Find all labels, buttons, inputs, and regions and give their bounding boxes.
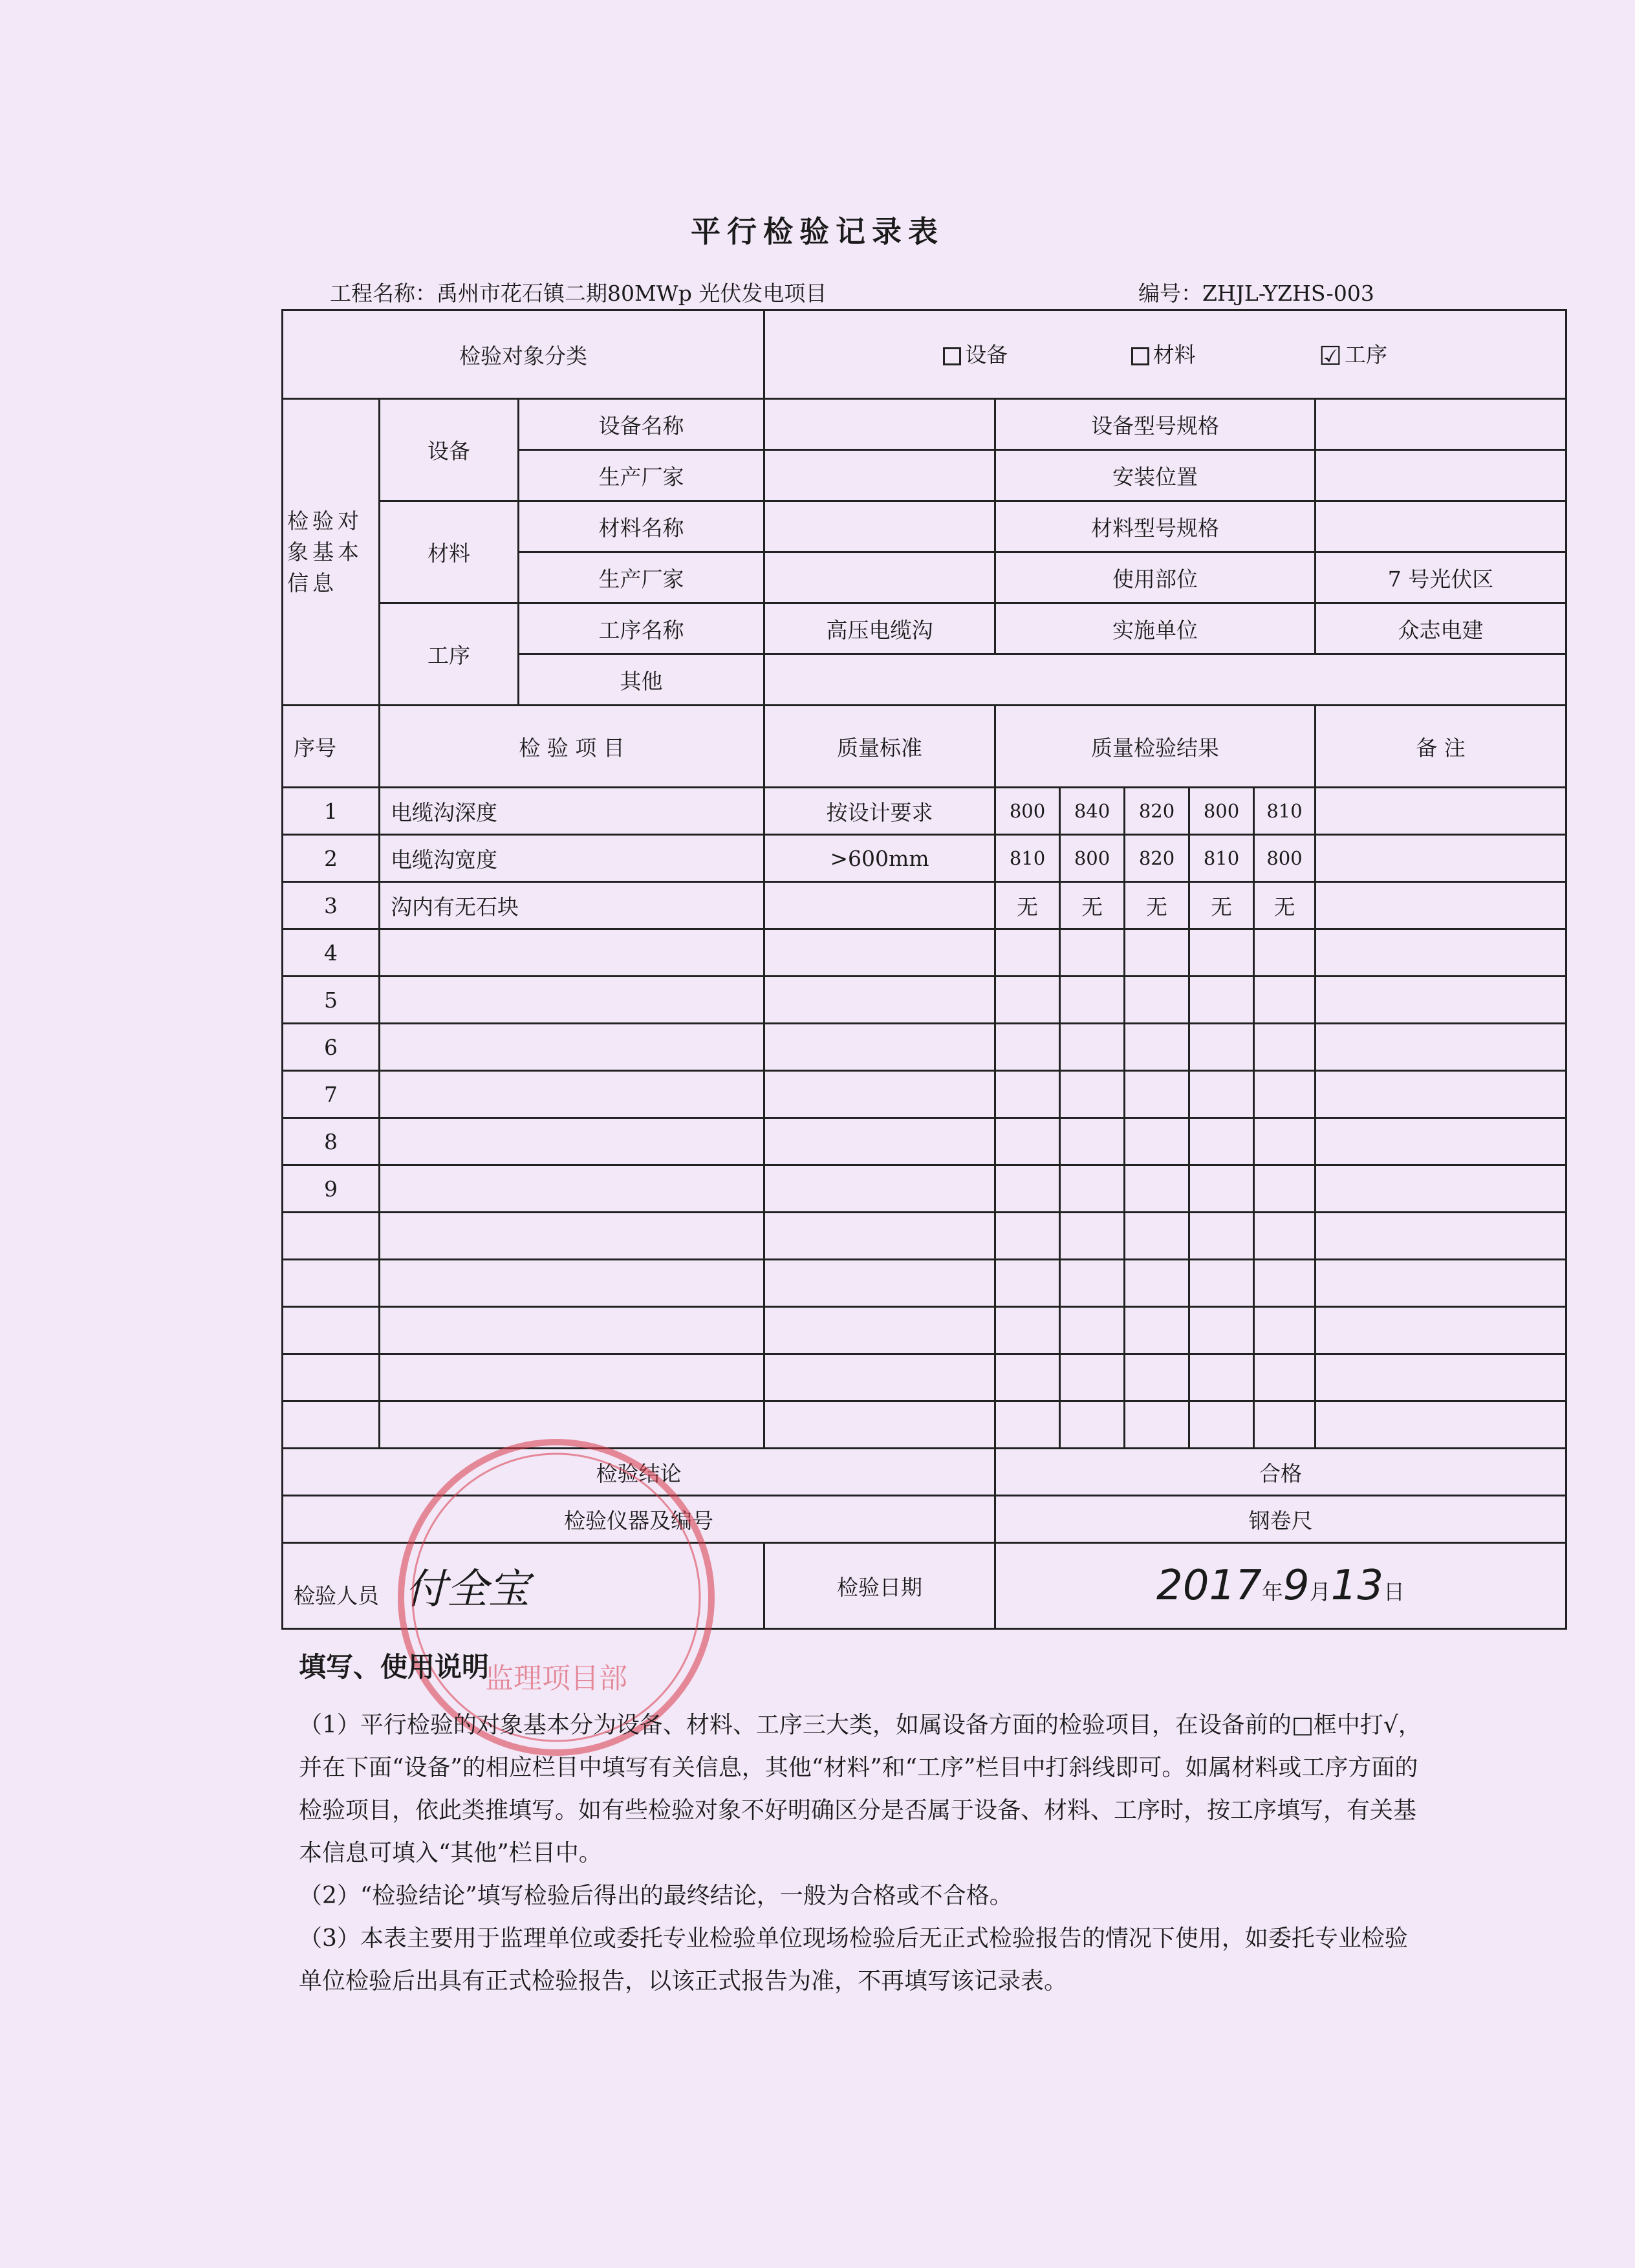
date-label: 检验日期	[764, 1543, 995, 1629]
process-other-label: 其他	[519, 654, 764, 706]
process-group: 工序	[380, 603, 519, 706]
equipment-location-value	[1316, 450, 1566, 501]
project-name: 工程名称：禹州市花石镇二期80MWp 光伏发电项目	[330, 281, 827, 306]
material-group: 材料	[380, 501, 519, 603]
table-row	[283, 835, 1566, 882]
row-result: 800	[995, 788, 1060, 835]
row-standard: >600mm	[764, 835, 995, 882]
process-unit-label: 实施单位	[995, 603, 1316, 654]
option-equipment[interactable]: 设备	[943, 338, 1008, 369]
table-row	[283, 1260, 1566, 1307]
row-result: 810	[995, 835, 1060, 882]
table-row	[283, 882, 1566, 929]
row-result: 820	[1125, 835, 1189, 882]
process-name-label: 工序名称	[519, 603, 764, 654]
equipment-model-label: 设备型号规格	[995, 399, 1316, 450]
table-row	[283, 788, 1566, 835]
category-options	[764, 310, 1566, 399]
col-result: 质量检验结果	[995, 706, 1316, 788]
equipment-maker-value	[764, 450, 995, 501]
conclusion-label: 检验结论	[283, 1449, 995, 1496]
process-name-value: 高压电缆沟	[764, 603, 995, 654]
instrument-label: 检验仪器及编号	[283, 1496, 995, 1543]
inspector-label: 检验人员	[294, 1583, 379, 1608]
table-row	[283, 1213, 1566, 1260]
note-item: （2）“检验结论”填写检验后得出的最终结论，一般为合格或不合格。	[299, 1883, 1013, 1909]
date-month: 9	[1283, 1562, 1310, 1610]
row-result: 800	[1060, 835, 1125, 882]
material-name-label: 材料名称	[519, 501, 764, 552]
notes-title: 填写、使用说明	[299, 1651, 490, 1683]
row-seq: 8	[283, 1118, 380, 1165]
row-result: 无	[1189, 882, 1254, 929]
row-result: 800	[1254, 835, 1316, 882]
equipment-location-label: 安装位置	[995, 450, 1316, 501]
row-seq: 4	[283, 929, 380, 977]
table-row	[283, 929, 1566, 977]
row-item: 电缆沟宽度	[380, 835, 764, 882]
row-item: 沟内有无石块	[380, 882, 764, 929]
material-part-value: 7 号光伏区	[1316, 552, 1566, 603]
material-name-value	[764, 501, 995, 552]
instrument-value: 钢卷尺	[995, 1496, 1566, 1543]
notes-body	[299, 1704, 1424, 2003]
row-seq: 7	[283, 1071, 380, 1118]
process-other-value	[764, 654, 1566, 706]
material-maker-value	[764, 552, 995, 603]
row-result: 无	[1060, 882, 1125, 929]
date-day: 13	[1330, 1562, 1384, 1610]
row-result: 810	[1254, 788, 1316, 835]
note-item: （3）本表主要用于监理单位或委托专业检验单位现场检验后无正式检验报告的情况下使用，如委托专业检验单位检验后出具有正式检验报告，以该正式报告为准，不再填写该记录表。	[299, 1925, 1408, 1994]
row-result: 无	[1254, 882, 1316, 929]
row-seq: 6	[283, 1024, 380, 1071]
equipment-name-value	[764, 399, 995, 450]
row-remark	[1316, 788, 1566, 835]
checked-box-icon: ☑	[1319, 341, 1342, 371]
row-result: 840	[1060, 788, 1125, 835]
table-row	[283, 1118, 1566, 1165]
table-row	[283, 1024, 1566, 1071]
col-standard: 质量标准	[764, 706, 995, 788]
table-row	[283, 1307, 1566, 1354]
row-remark	[1316, 882, 1566, 929]
row-remark	[1316, 835, 1566, 882]
material-maker-label: 生产厂家	[519, 552, 764, 603]
month-unit: 月	[1309, 1579, 1331, 1604]
option-material[interactable]: 材料	[1131, 338, 1196, 369]
conclusion-value: 合格	[995, 1449, 1566, 1496]
equipment-group: 设备	[380, 399, 519, 501]
page-title: 平行检验记录表	[691, 214, 944, 249]
material-part-label: 使用部位	[995, 552, 1316, 603]
row-standard: 按设计要求	[764, 788, 995, 835]
row-seq: 3	[283, 882, 380, 929]
row-seq: 1	[283, 788, 380, 835]
table-row	[283, 1354, 1566, 1401]
col-remark: 备 注	[1316, 706, 1566, 788]
inspector-signature: 付全宝	[405, 1566, 530, 1614]
year-unit: 年	[1261, 1579, 1283, 1604]
col-seq: 序号	[283, 706, 380, 788]
process-unit-value: 众志电建	[1316, 603, 1566, 654]
material-model-value	[1316, 501, 1566, 552]
table-row	[283, 1071, 1566, 1118]
checkbox-icon	[1131, 347, 1149, 365]
row-seq: 5	[283, 977, 380, 1024]
row-result: 无	[995, 882, 1060, 929]
col-item: 检 验 项 目	[380, 706, 764, 788]
date-year: 2017	[1156, 1562, 1262, 1610]
note-item: （1）平行检验的对象基本分为设备、材料、工序三大类，如属设备方面的检验项目，在设备前的□框中打√，并在下面“设备”的相应栏目中填写有关信息，其他“材料”和“工序”栏目中打斜线即可。如属材料或工序方面的检验项目，依此类推填写。如有些检验对象不好明确区分是否属于设备、材料、工序时，按工序填写，有关基本信息可填入“其他”栏目中。	[299, 1712, 1422, 1866]
basic-info-label: 检验对象基本信息	[283, 399, 380, 706]
row-item: 电缆沟深度	[380, 788, 764, 835]
table-row	[283, 977, 1566, 1024]
form-number: 编号：ZHJL-YZHS-003	[1138, 281, 1374, 306]
row-result: 800	[1189, 788, 1254, 835]
row-seq: 2	[283, 835, 380, 882]
equipment-model-value	[1316, 399, 1566, 450]
date-cell	[995, 1543, 1566, 1629]
row-result: 810	[1189, 835, 1254, 882]
stamp-text: 监理项目部	[485, 1662, 627, 1695]
row-seq: 9	[283, 1165, 380, 1213]
row-result: 无	[1125, 882, 1189, 929]
row-standard	[764, 882, 995, 929]
category-label: 检验对象分类	[283, 310, 764, 399]
day-unit: 日	[1383, 1579, 1405, 1604]
checkbox-icon	[943, 347, 961, 365]
equipment-maker-label: 生产厂家	[519, 450, 764, 501]
table-row	[283, 1165, 1566, 1213]
row-result: 820	[1125, 788, 1189, 835]
option-process[interactable]: ☑ 工序	[1319, 341, 1387, 371]
material-model-label: 材料型号规格	[995, 501, 1316, 552]
equipment-name-label: 设备名称	[519, 399, 764, 450]
